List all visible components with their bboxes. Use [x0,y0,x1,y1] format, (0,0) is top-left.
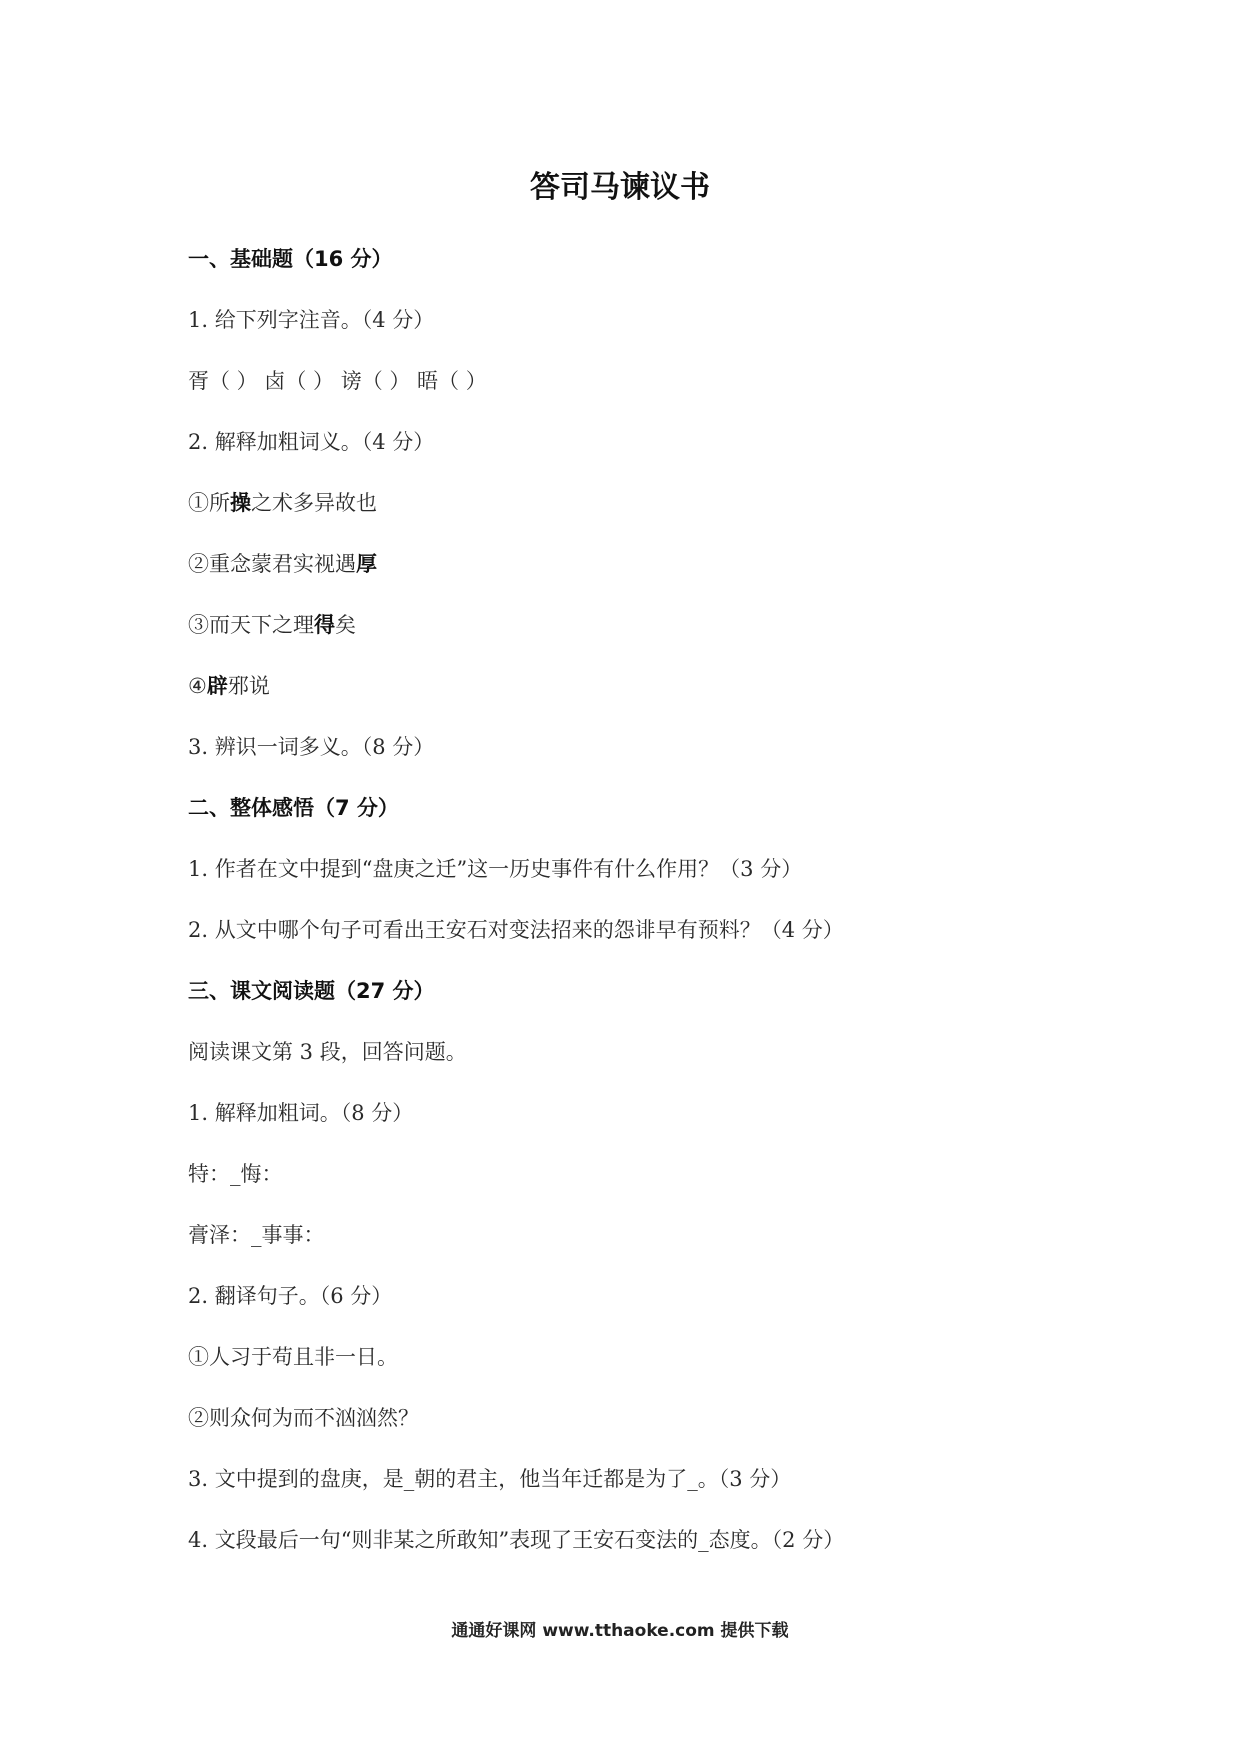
section3-heading: 三、课文阅读题（27 分） [188,979,435,1003]
section2-question-2: 2. 从文中哪个句子可看出王安石对变法招来的怨诽早有预料？（4 分） [188,918,844,942]
section1-q2-item-2 [188,549,377,579]
section3-question-3: 3. 文中提到的盘庚，是_朝的君主，他当年迁都是为了_。（3 分） [188,1467,792,1491]
item-text-post: 矣 [335,613,356,637]
bold-word: 厚 [356,552,377,576]
section1-question-1-chars: 胥（ ） 卤（ ） 谤（ ） 晤（ ） [188,369,487,393]
section3-question-1-b: 膏泽：_事事： [188,1223,325,1247]
section3-question-1-a: 特：_悔： [188,1162,283,1186]
section1-q2-item-1 [188,488,377,518]
bold-word: 得 [314,613,335,637]
item-text-pre: ④ [188,674,207,698]
item-text-pre: ①所 [188,491,230,515]
item-text-pre: ③而天下之理 [188,613,314,637]
section1-q2-item-3 [188,610,356,640]
section1-q2-item-4 [188,671,270,701]
section1-question-3: 3. 辨识一词多义。（8 分） [188,735,435,759]
section3-question-2: 2. 翻译句子。（6 分） [188,1284,393,1308]
section3-intro: 阅读课文第 3 段，回答问题。 [188,1040,467,1064]
item-text-post: 之术多异故也 [251,491,377,515]
section1-question-2: 2. 解释加粗词义。（4 分） [188,430,435,454]
section1-question-1: 1. 给下列字注音。（4 分） [188,308,435,332]
item-text-post: 邪说 [227,674,270,698]
page-title: 答司马谏议书 [530,170,710,205]
section2-question-1: 1. 作者在文中提到“盘庚之迁”这一历史事件有什么作用？（3 分） [188,857,803,881]
section3-question-1: 1. 解释加粗词。（8 分） [188,1101,414,1125]
section2-heading: 二、整体感悟（7 分） [188,796,399,820]
section1-heading: 一、基础题（16 分） [188,247,393,271]
bold-word: 辟 [206,674,228,698]
section3-question-2-a: ①人习于苟且非一日。 [188,1345,398,1369]
item-text-pre: ②重念蒙君实视遇 [188,552,356,576]
section3-question-2-b: ②则众何为而不汹汹然？ [188,1406,419,1430]
section3-question-4: 4. 文段最后一句“则非某之所敢知”表现了王安石变法的_态度。（2 分） [188,1528,845,1552]
bold-word: 操 [230,491,251,515]
footer-source-note: 通通好课网 www.tthaoke.com 提供下载 [451,1621,789,1641]
